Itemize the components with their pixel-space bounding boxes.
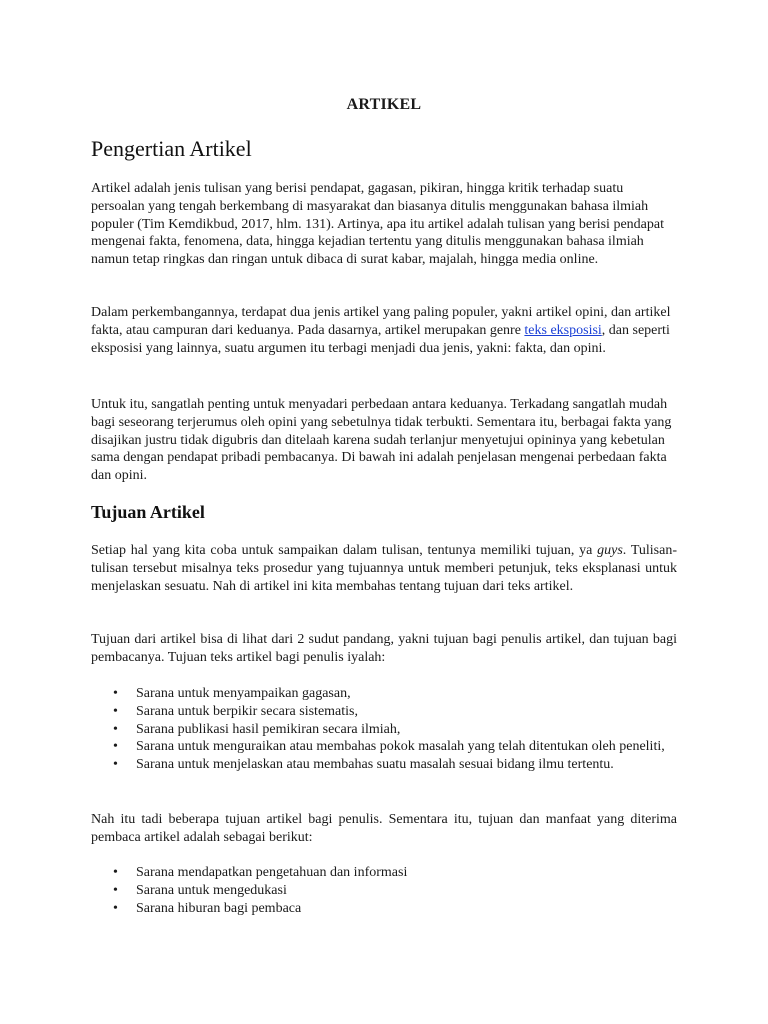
paragraph-types-text-after: , dan seperti eksposisi yang lainnya, suatu argumen itu terbagi menjadi dua jenis, yakni: fakta, dan opini. bbox=[91, 322, 670, 356]
list-item-text: Sarana untuk mengedukasi bbox=[136, 882, 287, 898]
paragraph-purpose-text-before: Setiap hal yang kita coba untuk sampaikan dalam tulisan, tentunya memiliki tujuan, ya bbox=[91, 543, 598, 558]
bullet-icon: • bbox=[113, 757, 118, 773]
list-item-text: Sarana untuk menjelaskan atau membahas suatu masalah sesuai bidang ilmu tertentu. bbox=[136, 757, 614, 773]
teks-eksposisi-link[interactable]: teks eksposisi bbox=[524, 322, 602, 338]
paragraph-reader-intro: Nah itu tadi beberapa tujuan artikel bagi penulis. Sementara itu, tujuan dan manfaat yang diterima pembaca artikel adalah sebagai berikut: bbox=[91, 812, 677, 845]
reader-purpose-list bbox=[91, 864, 677, 917]
section-heading-tujuan: Tujuan Artikel bbox=[91, 502, 205, 522]
section-heading-pengertian: Pengertian Artikel bbox=[91, 136, 252, 161]
paragraph-purpose-text-after: . Tulisan-tulisan tersebut misalnya teks prosedur yang tujuannya untuk memberi petunjuk, teks eksplanasi untuk menjelaskan sesuatu. Nah di artikel ini kita membahas tentang tujuan dari teks artikel. bbox=[91, 543, 677, 594]
paragraph-fact-opinion: Untuk itu, sangatlah penting untuk menyadari perbedaan antara keduanya. Terkadang sangatlah mudah bagi seseorang terjerumus oleh opini yang sebetulnya tidak terbukti. Sementara itu, berbagai fakta yang disajikan justru tidak digubris dan ditelaah karena sudah terlanjur menyetujui opininya yang kebetulan sama dengan pendapat pribadi pembacanya. Di bawah ini adalah penjelasan mengenai perbedaan fakta dan opini. bbox=[91, 397, 672, 484]
list-item bbox=[91, 721, 677, 739]
bullet-icon: • bbox=[113, 882, 118, 898]
list-item bbox=[91, 756, 677, 774]
list-item bbox=[91, 864, 677, 882]
paragraph-purpose-intro bbox=[91, 542, 677, 595]
list-item-text: Sarana untuk berpikir secara sistematis, bbox=[136, 703, 358, 719]
bullet-icon: • bbox=[113, 865, 118, 880]
list-item bbox=[91, 738, 677, 756]
paragraph-definition: Artikel adalah jenis tulisan yang berisi pendapat, gagasan, pikiran, hingga kritik terhadap suatu persoalan yang tengah berkembang di masyarakat dan biasanya ditulis menggunakan bahasa ilmiah populer (Tim Kemdikbud, 2017, hlm. 131). Artinya, apa itu artikel adalah tulisan yang berisi pendapat mengenai fakta, fenomena, data, hingga kejadian tertentu yang ditulis menggunakan bahasa ilmiah namun tetap ringkas dan ringan untuk dibaca di surat kabar, majalah, hingga media online. bbox=[91, 181, 664, 268]
list-item-text: Sarana hiburan bagi pembaca bbox=[136, 900, 302, 916]
list-item bbox=[91, 900, 677, 918]
bullet-icon: • bbox=[113, 686, 118, 701]
guys-italic: guys bbox=[597, 543, 623, 558]
list-item bbox=[91, 703, 677, 721]
list-item bbox=[91, 882, 677, 900]
paragraph-viewpoints: Tujuan dari artikel bisa di lihat dari 2 sudut pandang, yakni tujuan bagi penulis artikel, dan tujuan bagi pembacanya. Tujuan teks artikel bagi penulis iyalah: bbox=[91, 632, 677, 665]
bullet-icon: • bbox=[113, 900, 118, 916]
list-item bbox=[91, 685, 677, 703]
bullet-icon: • bbox=[113, 703, 118, 719]
writer-purpose-list bbox=[91, 685, 677, 774]
list-item-text: Sarana mendapatkan pengetahuan dan informasi bbox=[136, 865, 408, 880]
paragraph-types bbox=[91, 304, 677, 357]
document-title: ARTIKEL bbox=[346, 96, 422, 113]
list-item-text: Sarana publikasi hasil pemikiran secara ilmiah, bbox=[136, 721, 401, 737]
list-item-text: Sarana untuk menyampaikan gagasan, bbox=[136, 686, 351, 701]
bullet-icon: • bbox=[113, 739, 118, 755]
paragraph-types-text-before: Dalam perkembangannya, terdapat dua jenis artikel yang paling populer, yakni artikel opini, dan artikel fakta, atau campuran dari keduanya. Pada dasarnya, artikel merupakan genre bbox=[91, 305, 671, 338]
bullet-icon: • bbox=[113, 721, 118, 737]
list-item-text: Sarana untuk menguraikan atau membahas pokok masalah yang telah ditentukan oleh peneliti, bbox=[136, 739, 665, 755]
